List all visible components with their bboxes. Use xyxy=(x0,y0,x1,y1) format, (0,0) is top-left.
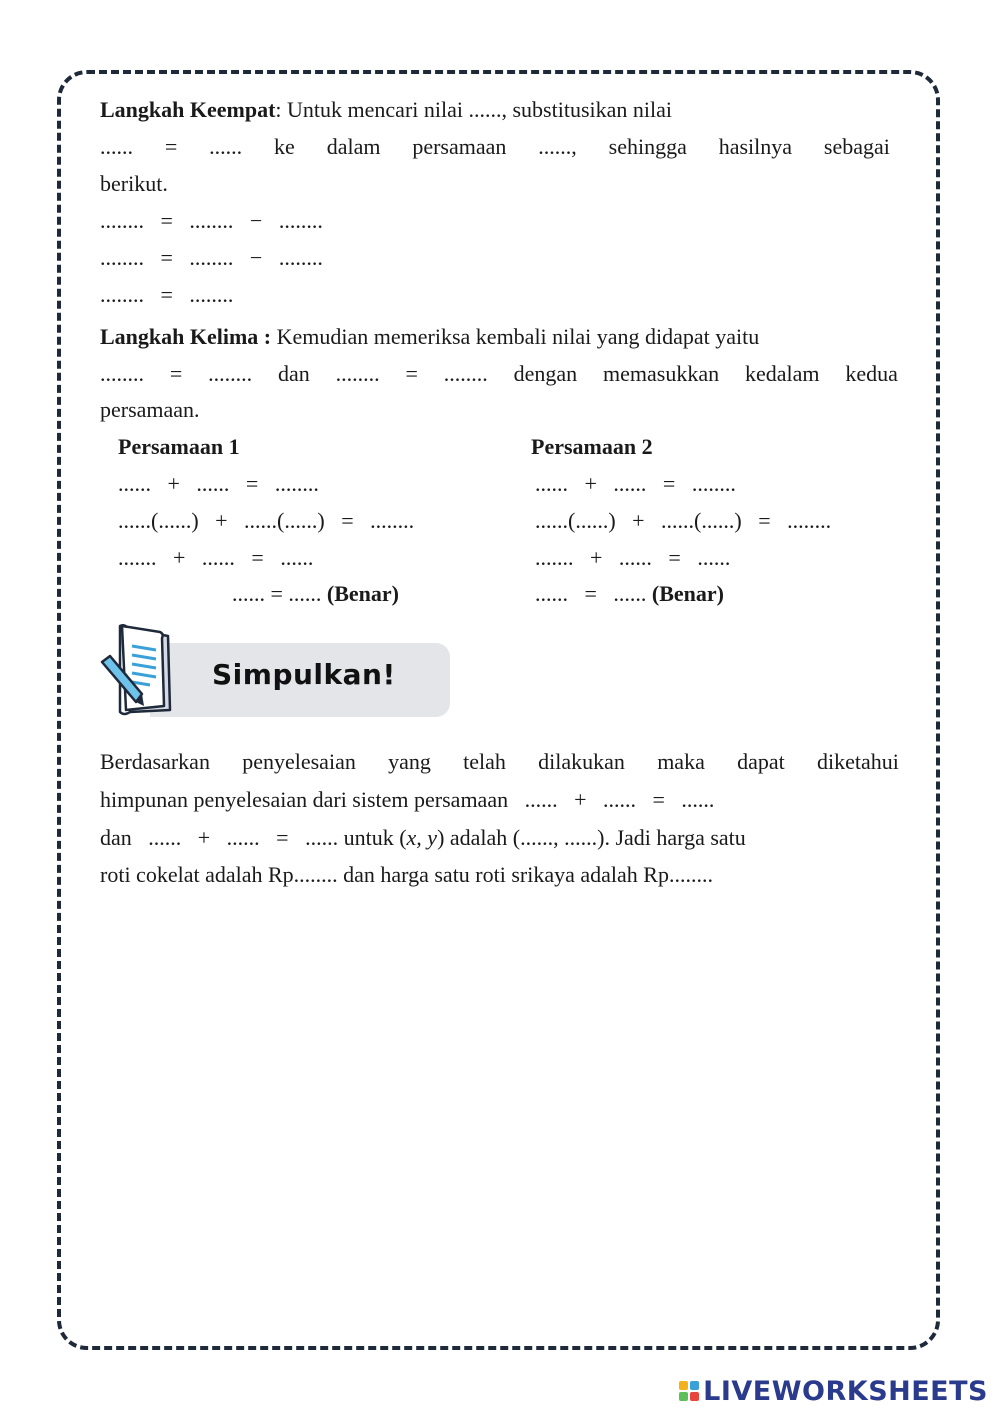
step4-word: ke xyxy=(274,134,295,159)
eq2-row-4-expr: ...... = ...... xyxy=(535,581,647,606)
step4-calc-2: ........ = ........ − ........ xyxy=(100,245,323,270)
step5-line1 xyxy=(100,324,759,350)
step5-title: Langkah Kelima : xyxy=(100,324,272,349)
conclude-word: telah xyxy=(463,749,506,774)
eq1-benar: (Benar) xyxy=(326,581,400,606)
step5-word: dan xyxy=(278,361,310,386)
step5-word: kedua xyxy=(845,361,898,386)
conclude-word: diketahui xyxy=(817,749,899,774)
step5-word: = xyxy=(169,361,183,386)
conclude-word: maka xyxy=(657,749,705,774)
note-pencil-icon xyxy=(98,622,178,718)
step4-word: = xyxy=(164,134,178,159)
step4-word: ......, xyxy=(538,134,577,159)
step4-title: Langkah Keempat xyxy=(100,97,276,122)
conclude-line3 xyxy=(100,825,746,851)
step4-line2 xyxy=(100,134,890,160)
step4-word: ...... xyxy=(100,134,133,159)
step5-word: ........ xyxy=(443,361,488,386)
step4-line3: berikut. xyxy=(100,171,168,196)
step5-word: = xyxy=(405,361,418,386)
step4-word: sehingga xyxy=(608,134,687,159)
step4-word: sebagai xyxy=(823,134,890,159)
step4-calc-1: ........ = ........ − ........ xyxy=(100,208,323,233)
conclude-line3-c: ) adalah (......, ......). Jadi harga satu xyxy=(437,825,746,850)
conclude-line4: roti cokelat adalah Rp........ dan harga satu roti srikaya adalah Rp........ xyxy=(100,862,713,887)
eq2-row-3: ....... + ...... = ...... xyxy=(535,545,731,570)
eq1-row-4-expr: ...... = ...... xyxy=(232,581,322,606)
conclude-line3-a: dan ...... + ...... = ...... untuk ( xyxy=(100,825,407,850)
eq2-row-4 xyxy=(535,581,724,607)
step5-word: memasukkan xyxy=(603,361,720,386)
step4-calc-3: ........ = ........ xyxy=(100,282,234,307)
step4-word: persamaan xyxy=(412,134,507,159)
logo-squares-icon xyxy=(679,1381,699,1401)
eq1-row-4 xyxy=(232,581,399,607)
step4-word: dalam xyxy=(326,134,381,159)
eq1-row-2: ......(......) + ......(......) = ........ xyxy=(118,508,415,533)
step5-word: ........ xyxy=(100,361,144,386)
step5-word: ........ xyxy=(208,361,253,386)
step5-text1: Kemudian memeriksa kembali nilai yang didapat yaitu xyxy=(271,324,760,349)
eq1-row-1: ...... + ...... = ........ xyxy=(118,471,319,496)
step5-line3: persamaan. xyxy=(100,397,200,422)
brand-name: LIVEWORKSHEETS xyxy=(703,1375,988,1407)
liveworksheets-logo xyxy=(679,1374,988,1408)
eq2-row-2: ......(......) + ......(......) = ........ xyxy=(535,508,832,533)
step5-word: dengan xyxy=(513,361,578,386)
eq1-row-3: ....... + ...... = ...... xyxy=(118,545,314,570)
step4-line1 xyxy=(100,97,672,123)
step4-text1: : Untuk mencari nilai ......, substitusikan nilai xyxy=(275,97,672,122)
conclude-line1 xyxy=(100,749,899,775)
step5-word: ........ xyxy=(335,361,380,386)
conclude-line2: himpunan penyelesaian dari sistem persamaan ...... + ...... = ...... xyxy=(100,787,715,812)
step5-line2 xyxy=(100,361,898,387)
eq2-benar: (Benar) xyxy=(651,581,725,606)
conclude-xy: x, y xyxy=(406,825,438,850)
simpulkan-title: Simpulkan! xyxy=(212,658,396,691)
eq2-title: Persamaan 2 xyxy=(531,434,653,459)
eq2-row-1: ...... + ...... = ........ xyxy=(535,471,736,496)
eq1-title: Persamaan 1 xyxy=(118,434,240,459)
conclude-word: dilakukan xyxy=(538,749,625,774)
conclude-word: dapat xyxy=(737,749,785,774)
conclude-word: Berdasarkan xyxy=(100,749,210,774)
step4-word: ...... xyxy=(209,134,243,159)
conclude-word: penyelesaian xyxy=(242,749,356,774)
conclude-word: yang xyxy=(388,749,431,774)
step5-word: kedalam xyxy=(744,361,820,386)
step4-word: hasilnya xyxy=(718,134,793,159)
